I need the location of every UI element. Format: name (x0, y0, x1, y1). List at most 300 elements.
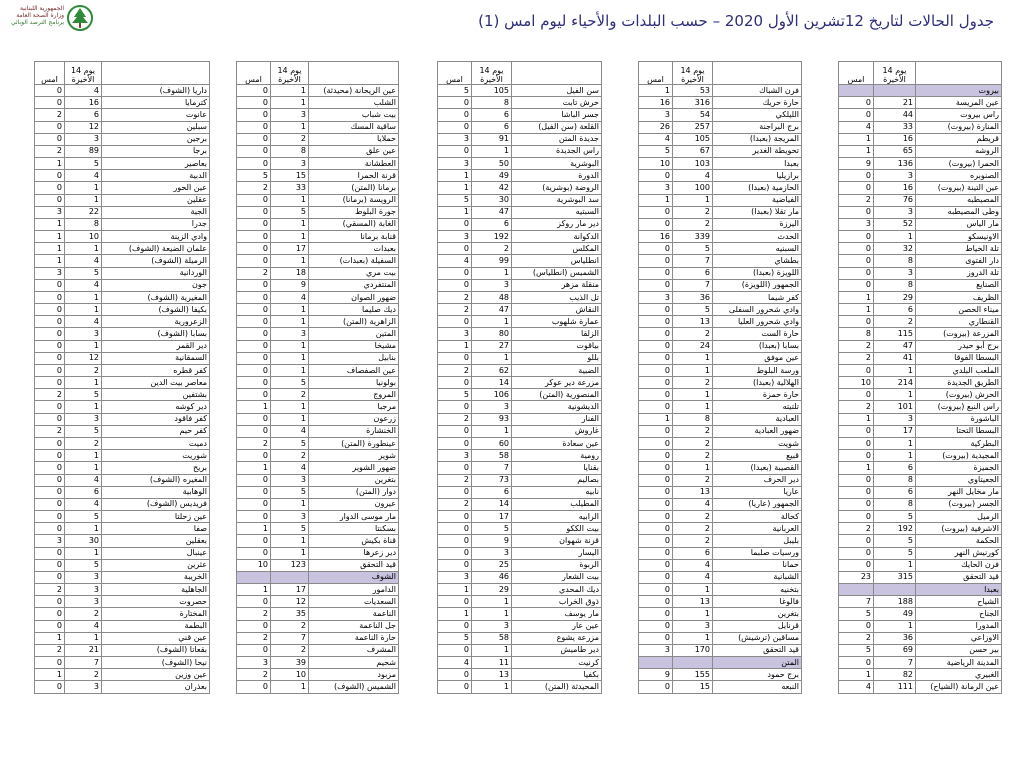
cases-yesterday-cell: 0 (839, 389, 874, 401)
locality-name-cell: بريح (102, 462, 210, 474)
cases-yesterday-cell: 0 (839, 182, 874, 194)
cases-14-days-cell: 1 (271, 681, 309, 693)
cases-14-days-cell: 6 (673, 267, 713, 279)
locality-name-cell: دير طاميش (512, 644, 602, 656)
cases-14-days-cell: 2 (673, 218, 713, 230)
cases-14-days-cell: 5 (271, 206, 309, 218)
table-row (839, 170, 1002, 182)
cases-table-4 (236, 61, 399, 694)
cases-yesterday-cell: 3 (438, 571, 472, 583)
locality-name-cell: الرويسة (برمانا) (309, 194, 399, 206)
cases-yesterday-cell: 0 (639, 620, 673, 632)
cases-14-days-cell: 12 (65, 352, 102, 364)
cases-14-days-cell: 18 (271, 267, 309, 279)
cases-yesterday-cell: 0 (237, 340, 271, 352)
cases-14-days-cell: 5 (472, 523, 512, 535)
table-row (438, 85, 602, 97)
locality-name-cell: داريا (الشوف) (102, 85, 210, 97)
cases-yesterday-cell: 0 (237, 352, 271, 364)
locality-name-cell: تلة الخياط (916, 243, 1002, 255)
cases-14-days-cell: 33 (874, 121, 916, 133)
cases-14-days-cell: 1 (673, 364, 713, 376)
locality-name-cell: الشلب (309, 97, 399, 109)
locality-name-cell: بكيفا (الشوف) (102, 304, 210, 316)
cases-yesterday-cell: 2 (839, 194, 874, 206)
col-header-name (713, 62, 802, 85)
locality-name-cell: عاريا (713, 486, 802, 498)
cases-yesterday-cell: 0 (438, 620, 472, 632)
cases-yesterday-cell: 2 (839, 352, 874, 364)
cases-yesterday-cell: 0 (237, 377, 271, 389)
cases-yesterday-cell: 1 (839, 304, 874, 316)
cases-14-days-cell: 30 (65, 535, 102, 547)
locality-name-cell: ورسة البلوط (713, 364, 802, 376)
table-row (639, 498, 802, 510)
cases-14-days-cell: 1 (65, 632, 102, 644)
cases-yesterday-cell: 26 (639, 121, 673, 133)
cases-yesterday-cell: 2 (438, 474, 472, 486)
locality-name-cell: مزبود (309, 669, 399, 681)
locality-name-cell: المشرف (309, 644, 399, 656)
locality-name-cell: كفر شيما (713, 291, 802, 303)
locality-name-cell: راس النبع (بيروت) (916, 401, 1002, 413)
locality-name-cell: جورة البلوط (309, 206, 399, 218)
cases-yesterday-cell: 0 (839, 620, 874, 632)
cases-yesterday-cell: 0 (237, 243, 271, 255)
locality-name-cell: ضهور العبادية (713, 425, 802, 437)
table-row (839, 632, 1002, 644)
col-header-yesterday: امس (237, 62, 271, 85)
cases-yesterday-cell: 0 (839, 255, 874, 267)
locality-name-cell: بياقوت (512, 340, 602, 352)
cases-14-days-cell: 73 (472, 474, 512, 486)
table-row (35, 304, 210, 316)
table-row (639, 462, 802, 474)
cases-14-days-cell: 4 (673, 498, 713, 510)
cases-14-days-cell: 1 (65, 194, 102, 206)
table-row (438, 450, 602, 462)
cases-14-days-cell: 3 (472, 547, 512, 559)
col-header-yesterday: امس (639, 62, 673, 85)
cases-yesterday-cell: 0 (237, 644, 271, 656)
table-row (839, 474, 1002, 486)
table-row (438, 231, 602, 243)
cases-14-days-cell: 16 (874, 182, 916, 194)
locality-name-cell: حارة حريك (713, 97, 802, 109)
table-row (839, 194, 1002, 206)
cases-yesterday-cell: 0 (839, 547, 874, 559)
cases-14-days-cell: 27 (472, 340, 512, 352)
locality-name-cell: سبلين (102, 121, 210, 133)
cases-yesterday-cell: 0 (35, 437, 65, 449)
locality-name-cell: حرش تابت (512, 97, 602, 109)
cases-14-days-cell: 8 (874, 474, 916, 486)
cases-yesterday-cell: 0 (237, 133, 271, 145)
table-row (639, 486, 802, 498)
cases-14-days-cell: 2 (673, 377, 713, 389)
table-row (438, 206, 602, 218)
cases-14-days-cell: 13 (673, 486, 713, 498)
locality-name-cell: السعديات (309, 596, 399, 608)
cases-yesterday-cell: 0 (237, 474, 271, 486)
cases-14-days-cell: 46 (472, 571, 512, 583)
table-row (839, 364, 1002, 376)
locality-name-cell: فرن الشباك (713, 85, 802, 97)
cases-14-days-cell: 2 (472, 243, 512, 255)
cases-yesterday-cell: 0 (839, 316, 874, 328)
locality-name-cell: بطشاي (713, 255, 802, 267)
locality-name-cell: جديدة المتن (512, 133, 602, 145)
table-row (639, 644, 802, 656)
cases-14-days-cell: 1 (472, 425, 512, 437)
cases-yesterday-cell: 0 (639, 547, 673, 559)
cases-14-days-cell: 4 (65, 620, 102, 632)
cases-14-days-cell: 5 (271, 523, 309, 535)
cases-14-days-cell: 136 (874, 158, 916, 170)
table-row (438, 145, 602, 157)
cases-14-days-cell: 50 (472, 158, 512, 170)
cases-14-days-cell: 3 (874, 413, 916, 425)
locality-name-cell: العبادية (713, 413, 802, 425)
cases-14-days-cell: 35 (271, 608, 309, 620)
locality-name-cell: اليسار (512, 547, 602, 559)
table-row (237, 255, 399, 267)
cases-yesterday-cell: 0 (237, 535, 271, 547)
cases-yesterday-cell: 2 (839, 523, 874, 535)
cases-yesterday-cell: 4 (839, 681, 874, 693)
cases-14-days-cell: 3 (874, 170, 916, 182)
cases-14-days-cell: 47 (472, 304, 512, 316)
table-row (35, 632, 210, 644)
locality-name-cell: قرنة الحمرا (309, 170, 399, 182)
cases-14-days-cell: 192 (472, 231, 512, 243)
col-header-14-days: 14 يوم الأخيرة (472, 62, 512, 85)
cases-14-days-cell: 4 (65, 474, 102, 486)
cases-yesterday-cell: 3 (639, 291, 673, 303)
cases-yesterday-cell: 0 (839, 474, 874, 486)
cases-yesterday-cell: 0 (35, 364, 65, 376)
cases-yesterday-cell: 0 (438, 535, 472, 547)
table-row (839, 486, 1002, 498)
table-row (438, 571, 602, 583)
cases-14-days-cell: 1 (271, 535, 309, 547)
cases-yesterday-cell: 0 (639, 450, 673, 462)
table-row (237, 620, 399, 632)
cases-14-days-cell: 2 (65, 364, 102, 376)
cases-14-days-cell: 1 (271, 401, 309, 413)
locality-name-cell: ديك صليما (309, 304, 399, 316)
cases-yesterday-cell: 0 (639, 340, 673, 352)
cases-14-days-cell: 7 (874, 657, 916, 669)
cases-yesterday-cell: 7 (839, 596, 874, 608)
table-row (237, 85, 399, 97)
cases-14-days-cell: 82 (874, 669, 916, 681)
cases-14-days-cell: 1 (271, 218, 309, 230)
cases-14-days-cell: 2 (874, 316, 916, 328)
cases-14-days-cell: 52 (874, 218, 916, 230)
table-row (35, 511, 210, 523)
locality-name-cell: الرميلة (الشوف) (102, 255, 210, 267)
table-row (839, 620, 1002, 632)
locality-name-cell: البسطا الفوقا (916, 352, 1002, 364)
table-row (237, 158, 399, 170)
locality-name-cell: وادي شحرور السفلى (713, 304, 802, 316)
cases-yesterday-cell: 2 (438, 413, 472, 425)
cases-14-days-cell: 13 (673, 316, 713, 328)
cases-14-days-cell: 123 (271, 559, 309, 571)
locality-name-cell: المطيلب (512, 498, 602, 510)
table-row (237, 279, 399, 291)
table-row (639, 133, 802, 145)
cases-yesterday-cell: 2 (839, 340, 874, 352)
table-row (438, 243, 602, 255)
cases-14-days-cell: 1 (673, 194, 713, 206)
locality-name-cell: شحيم (309, 657, 399, 669)
cases-14-days-cell: 1 (65, 304, 102, 316)
locality-name-cell: حملايا (309, 133, 399, 145)
locality-name-cell: الدبية (102, 170, 210, 182)
cases-14-days-cell: 1 (271, 121, 309, 133)
cases-14-days-cell: 7 (673, 255, 713, 267)
cases-14-days-cell: 1 (271, 547, 309, 559)
locality-name-cell: عين التينة (بيروت) (916, 182, 1002, 194)
table-row (438, 121, 602, 133)
cases-yesterday-cell: 2 (35, 389, 65, 401)
col-header-name (309, 62, 399, 85)
cases-yesterday-cell: 1 (438, 584, 472, 596)
cases-yesterday-cell: 0 (839, 657, 874, 669)
locality-name-cell: عانوت (102, 109, 210, 121)
locality-name-cell: الجميزة (916, 462, 1002, 474)
cases-14-days-cell: 15 (673, 681, 713, 693)
cases-14-days-cell: 21 (65, 644, 102, 656)
cases-yesterday-cell: 5 (438, 389, 472, 401)
locality-name-cell: شويت (713, 437, 802, 449)
cases-14-days-cell: 58 (472, 450, 512, 462)
cases-14-days-cell: 105 (673, 133, 713, 145)
cases-14-days-cell: 192 (874, 523, 916, 535)
locality-name-cell: برج حمود (713, 669, 802, 681)
table-row (237, 340, 399, 352)
cases-yesterday-cell: 0 (639, 352, 673, 364)
table-row (237, 523, 399, 535)
table-row (639, 523, 802, 535)
table-row (237, 243, 399, 255)
cases-14-days-cell: 3 (271, 474, 309, 486)
locality-name-cell: عين موفق (713, 352, 802, 364)
cases-yesterday-cell: 0 (237, 547, 271, 559)
cases-14-days-cell: 8 (874, 279, 916, 291)
cases-yesterday-cell: 0 (438, 596, 472, 608)
cases-yesterday-cell: 0 (35, 486, 65, 498)
table-row (237, 352, 399, 364)
cases-14-days-cell: 54 (673, 109, 713, 121)
cases-14-days-cell: 1 (271, 304, 309, 316)
cases-14-days-cell: 58 (472, 632, 512, 644)
table-row (438, 535, 602, 547)
locality-name-cell: برجا (102, 145, 210, 157)
locality-name-cell: الفياضية (713, 194, 802, 206)
table-row (35, 121, 210, 133)
table-row (438, 425, 602, 437)
cases-yesterday-cell: 3 (639, 109, 673, 121)
logo-text-line: برنامج الترصد الوبائي (10, 19, 64, 26)
table-row (237, 559, 399, 571)
cases-yesterday-cell: 0 (35, 291, 65, 303)
locality-name-cell: السبنيه (713, 243, 802, 255)
locality-name-cell: المنارة (بيروت) (916, 121, 1002, 133)
col-header-yesterday: امس (839, 62, 874, 85)
cases-yesterday-cell: 0 (438, 218, 472, 230)
cases-14-days-cell: 4 (271, 425, 309, 437)
cases-yesterday-cell: 0 (438, 352, 472, 364)
locality-name-cell: جسر الباشا (512, 109, 602, 121)
cases-yesterday-cell: 0 (639, 389, 673, 401)
cases-yesterday-cell: 0 (639, 377, 673, 389)
cases-14-days-cell: 3 (472, 620, 512, 632)
locality-name-cell: وادي الزينة (102, 231, 210, 243)
table-row (438, 547, 602, 559)
cases-14-days-cell: 1 (874, 231, 916, 243)
cases-yesterday-cell: 0 (438, 511, 472, 523)
table-row (438, 97, 602, 109)
cases-yesterday-cell: 1 (35, 255, 65, 267)
cases-14-days-cell: 2 (673, 523, 713, 535)
cases-14-days-cell: 6 (472, 121, 512, 133)
cases-14-days-cell: 7 (673, 279, 713, 291)
locality-name-cell: الصنايع (916, 279, 1002, 291)
cases-14-days-cell: 1 (271, 340, 309, 352)
cases-yesterday-cell: 1 (839, 669, 874, 681)
cases-yesterday-cell: 0 (237, 389, 271, 401)
locality-name-cell: بعبدا (916, 584, 1002, 596)
locality-name-cell: الجعيتاوي (916, 474, 1002, 486)
cases-yesterday-cell: 2 (839, 632, 874, 644)
cases-14-days-cell: 1 (65, 462, 102, 474)
cases-yesterday-cell: 2 (35, 145, 65, 157)
cases-yesterday-cell: 0 (639, 170, 673, 182)
table-row (639, 425, 802, 437)
table-row (438, 182, 602, 194)
table-row (639, 267, 802, 279)
table-row (237, 206, 399, 218)
locality-name-cell: مساقين (ترشيش) (713, 632, 802, 644)
table-row (237, 267, 399, 279)
cases-table-3 (437, 61, 602, 694)
cases-14-days-cell: 2 (271, 133, 309, 145)
cases-yesterday-cell: 0 (639, 218, 673, 230)
cases-yesterday-cell: 0 (35, 681, 65, 693)
table-row (237, 121, 399, 133)
cases-yesterday-cell: 2 (237, 669, 271, 681)
table-row (839, 328, 1002, 340)
locality-name-cell: وطى المصيطبه (916, 206, 1002, 218)
cases-yesterday-cell: 3 (35, 206, 65, 218)
locality-name-cell: الروشه (916, 145, 1002, 157)
cases-yesterday-cell: 10 (639, 158, 673, 170)
cases-yesterday-cell: 0 (35, 620, 65, 632)
cases-yesterday-cell: 2 (237, 437, 271, 449)
table-row (237, 109, 399, 121)
locality-name-cell: برج البراجنة (713, 121, 802, 133)
cases-yesterday-cell: 0 (639, 401, 673, 413)
table-row (839, 571, 1002, 583)
locality-name-cell: الملعب البلدي (916, 364, 1002, 376)
cases-14-days-cell: 1 (472, 352, 512, 364)
cases-14-days-cell: 14 (472, 498, 512, 510)
table-row (639, 97, 802, 109)
cases-yesterday-cell: 1 (35, 158, 65, 170)
cases-14-days-cell: 6 (472, 109, 512, 121)
table-row (35, 194, 210, 206)
table-row (438, 608, 602, 620)
cases-14-days-cell: 2 (673, 425, 713, 437)
cases-14-days-cell: 11 (472, 657, 512, 669)
cases-yesterday-cell: 0 (639, 584, 673, 596)
cases-yesterday-cell: 0 (35, 523, 65, 535)
cases-14-days-cell: 1 (874, 364, 916, 376)
table-row (438, 498, 602, 510)
cases-yesterday-cell: 0 (35, 511, 65, 523)
locality-name-cell: الاونيسكو (916, 231, 1002, 243)
cases-14-days-cell: 214 (874, 377, 916, 389)
cases-yesterday-cell: 2 (237, 182, 271, 194)
cases-yesterday-cell: 0 (35, 462, 65, 474)
locality-name-cell: بيروت (916, 85, 1002, 97)
cases-14-days-cell: 32 (874, 243, 916, 255)
table-row (35, 85, 210, 97)
cases-yesterday-cell: 0 (237, 596, 271, 608)
cases-yesterday-cell: 2 (237, 267, 271, 279)
table-row (639, 291, 802, 303)
table-row (639, 571, 802, 583)
cases-14-days-cell: 67 (673, 145, 713, 157)
table-row (35, 291, 210, 303)
table-row (839, 596, 1002, 608)
cases-14-days-cell: 12 (271, 596, 309, 608)
cases-yesterday-cell: 0 (438, 486, 472, 498)
cases-14-days-cell: 41 (874, 352, 916, 364)
table-row (35, 498, 210, 510)
table-row (639, 304, 802, 316)
table-row (839, 462, 1002, 474)
cases-yesterday-cell: 0 (639, 559, 673, 571)
table-row (237, 401, 399, 413)
cases-14-days-cell: 6 (673, 547, 713, 559)
cases-yesterday-cell: 0 (237, 425, 271, 437)
cases-yesterday-cell: 0 (35, 133, 65, 145)
cases-14-days-cell: 6 (65, 109, 102, 121)
cases-yesterday-cell: 4 (839, 121, 874, 133)
cases-yesterday-cell: 3 (438, 328, 472, 340)
cases-14-days-cell: 101 (874, 401, 916, 413)
cases-14-days-cell: 4 (673, 571, 713, 583)
table-row (639, 218, 802, 230)
cases-14-days-cell: 3 (271, 158, 309, 170)
cases-yesterday-cell: 1 (839, 291, 874, 303)
locality-name-cell: دير زعرها (309, 547, 399, 559)
cases-yesterday-cell: 0 (35, 596, 65, 608)
locality-name-cell: المصيطبه (916, 194, 1002, 206)
cases-14-days-cell: 4 (65, 316, 102, 328)
table-row (438, 364, 602, 376)
locality-name-cell: المروج (309, 389, 399, 401)
table-row (35, 267, 210, 279)
table-row (639, 206, 802, 218)
cases-14-days-cell: 4 (673, 559, 713, 571)
locality-name-cell: معاصر بيت الدين (102, 377, 210, 389)
locality-name-cell: دوار (المتن) (309, 486, 399, 498)
